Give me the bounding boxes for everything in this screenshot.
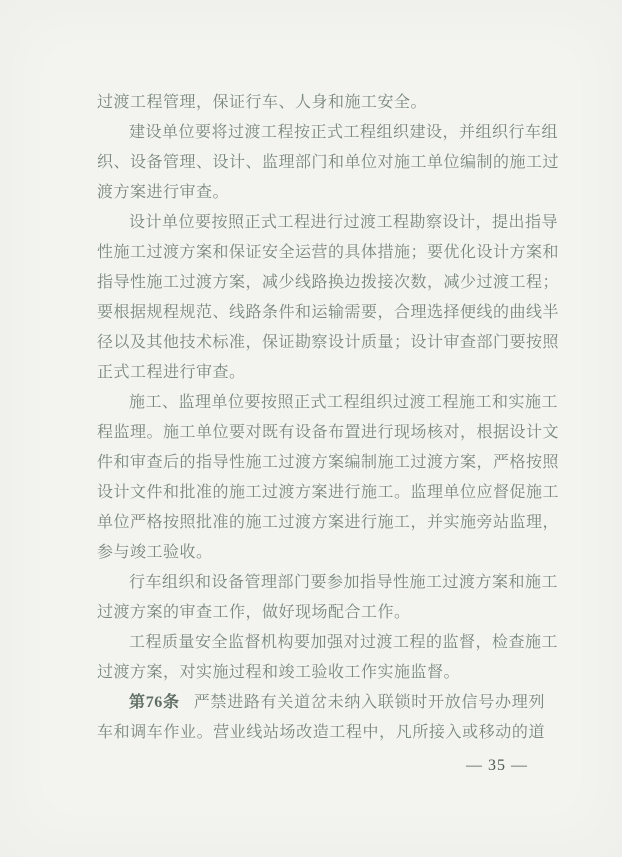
paragraph (97, 628, 559, 688)
text-line: 行车组织和设备管理部门要参加指导性施工过渡方案和施工 (129, 574, 559, 591)
text-line: 工程质量安全监督机构要加强对过渡工程的监督，检查施工 (129, 634, 559, 651)
text-line: 车和调车作业。营业线站场改造工程中，凡所接入或移动的道 (97, 724, 545, 741)
text-line: 建设单位要将过渡工程按正式工程组织建设，并组织行车组 (129, 124, 559, 141)
page-number: — 35 — (466, 757, 528, 774)
text-line: 过渡方案，对实施过程和竣工验收工作实施监督。 (97, 664, 461, 681)
text-line: 径以及其他技术标准，保证勘察设计质量；设计审查部门要按照 (97, 334, 560, 351)
paragraph (97, 568, 559, 628)
document-body (97, 88, 560, 748)
text-line: 设计文件和批准的施工过渡方案进行施工。监理单位应督促施工 (97, 484, 560, 501)
text-line: 参与竣工验收。 (97, 544, 213, 561)
paragraph (97, 208, 560, 388)
text-line: 要根据规程规范、线路条件和运输需要，合理选择便线的曲线半 (97, 304, 560, 321)
paragraph (97, 118, 560, 208)
text-line: 程监理。施工单位要对既有设备布置进行现场核对，根据设计文 (97, 424, 560, 441)
paragraph (97, 688, 545, 748)
paragraph (97, 88, 545, 118)
text-line: 单位严格按照批准的施工过渡方案进行施工，并实施旁站监理， (97, 514, 560, 531)
text-line: 性施工过渡方案和保证安全运营的具体措施；要优化设计方案和 (97, 244, 560, 261)
text-line: 过渡工程管理，保证行车、人身和施工安全。 (97, 94, 428, 111)
text-line: 指导性施工过渡方案，减少线路换边拨接次数，减少过渡工程； (97, 274, 560, 291)
text-line (97, 688, 545, 718)
text-line: 施工、监理单位要按照正式工程组织过渡工程施工和实施工 (129, 394, 559, 411)
text-line: 过渡方案的审查工作，做好现场配合工作。 (97, 604, 411, 621)
paragraph (97, 388, 560, 568)
text-line: 正式工程进行审查。 (97, 364, 246, 381)
article-number: 第76条 (129, 694, 180, 711)
text-line: 渡方案进行审查。 (97, 184, 230, 201)
text-line: 设计单位要按照正式工程进行过渡工程勘察设计，提出指导 (129, 214, 559, 231)
text-line: 件和审查后的指导性施工过渡方案编制施工过渡方案，严格按照 (97, 454, 560, 471)
text-line: 织、设备管理、设计、监理部门和单位对施工单位编制的施工过 (97, 154, 560, 171)
article-text: 严禁进路有关道岔未纳入联锁时开放信号办理列 (193, 694, 545, 711)
